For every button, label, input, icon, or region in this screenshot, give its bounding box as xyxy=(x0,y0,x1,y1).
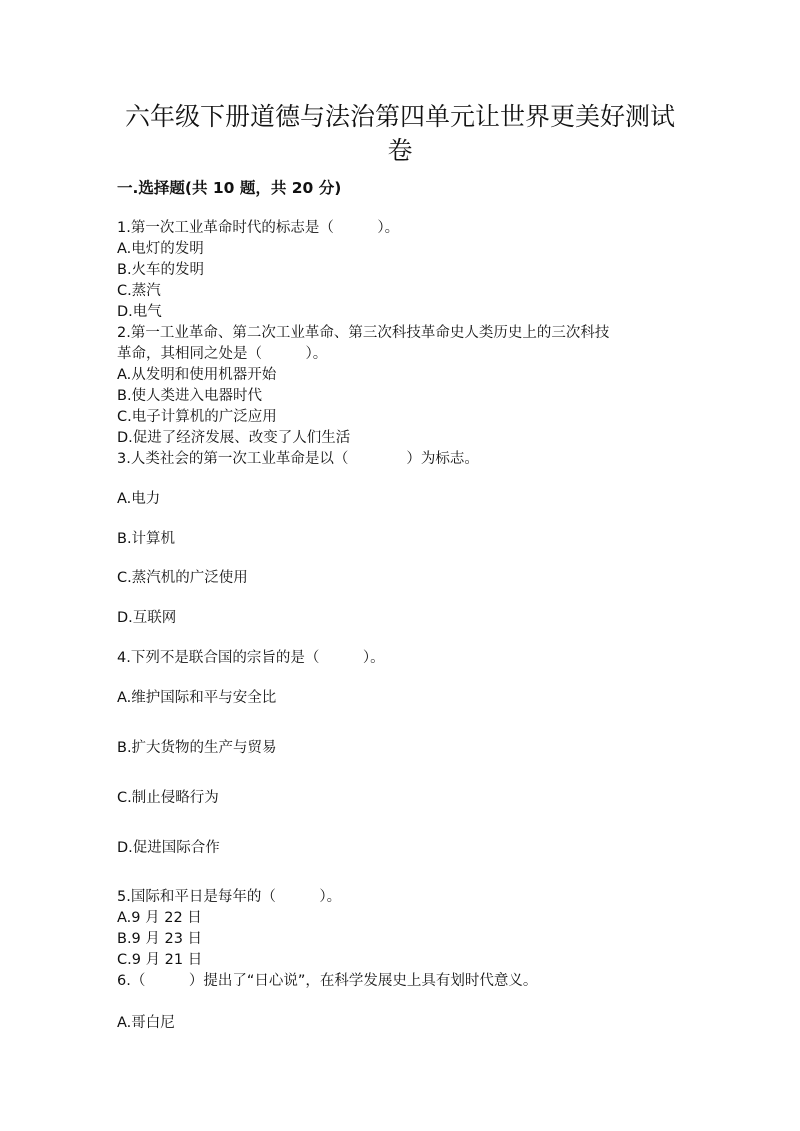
question-5-option-a: A.9 月 22 日 xyxy=(117,910,202,926)
question-5-option-c: C.9 月 21 日 xyxy=(117,952,203,968)
question-3-option-d: D.互联网 xyxy=(117,610,177,626)
page-title-continued: 卷 xyxy=(387,136,413,165)
question-3-option-c: C.蒸汽机的广泛使用 xyxy=(117,570,248,586)
question-4-option-b: B.扩大货物的生产与贸易 xyxy=(117,740,277,756)
question-5-stem: 5.国际和平日是每年的（ ）。 xyxy=(117,889,342,905)
question-1-option-b: B.火车的发明 xyxy=(117,262,205,278)
question-3-option-a: A.电力 xyxy=(117,491,161,507)
question-2-option-c: C.电子计算机的广泛应用 xyxy=(117,409,277,425)
question-1-option-c: C.蒸汽 xyxy=(117,283,161,299)
question-3-stem: 3.人类社会的第一次工业革命是以（ ）为标志。 xyxy=(117,451,479,467)
question-2-stem-continued: 革命，其相同之处是（ ）。 xyxy=(117,346,328,362)
section-heading: 一.选择题(共 10 题，共 20 分) xyxy=(117,179,342,197)
question-5-option-b: B.9 月 23 日 xyxy=(117,931,203,947)
question-2-option-b: B.使人类进入电器时代 xyxy=(117,388,263,404)
question-2-stem: 2.第一工业革命、第二次工业革命、第三次科技革命史人类历史上的三次科技 xyxy=(117,325,610,341)
question-2-option-a: A.从发明和使用机器开始 xyxy=(117,367,277,383)
question-1-option-a: A.电灯的发明 xyxy=(117,241,204,257)
question-2-option-d: D.促进了经济发展、改变了人们生活 xyxy=(117,430,351,446)
question-4-stem: 4.下列不是联合国的宗旨的是（ ）。 xyxy=(117,650,385,666)
question-6-option-a: A.哥白尼 xyxy=(117,1015,175,1031)
question-4-option-d: D.促进国际合作 xyxy=(117,840,220,856)
question-3-option-b: B.计算机 xyxy=(117,531,176,547)
question-4-option-c: C.制止侵略行为 xyxy=(117,790,219,806)
question-1-stem: 1.第一次工业革命时代的标志是（ ）。 xyxy=(117,220,400,236)
page-title: 六年级下册道德与法治第四单元让世界更美好测试 xyxy=(124,102,675,131)
question-6-stem: 6.（ ）提出了“日心说”，在科学发展史上具有划时代意义。 xyxy=(117,973,538,989)
question-1-option-d: D.电气 xyxy=(117,304,162,320)
question-4-option-a: A.维护国际和平与安全比 xyxy=(117,690,277,706)
